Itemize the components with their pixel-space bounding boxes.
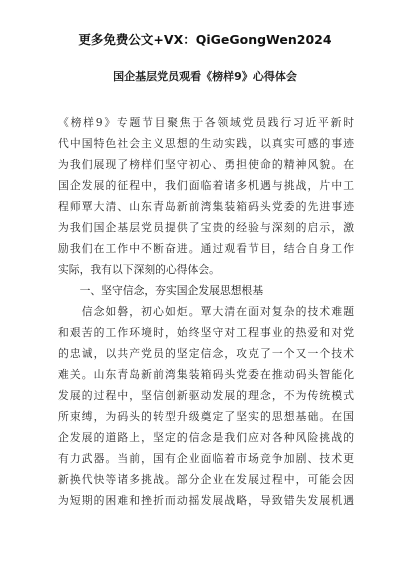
watermark-banner: 更多免费公文+VX：QiGeGongWen2024 xyxy=(78,32,332,47)
body-line: 《榜样9》专题节目聚焦于各领域党员践行习近平新时 xyxy=(58,116,354,129)
body-line: 发展的过程中，坚信创新驱动发展的理念，不为传统模式 xyxy=(58,389,354,402)
document-body xyxy=(58,112,354,511)
body-line: 新换代快等诸多挑战。部分企业在发展过程中，可能会因 xyxy=(58,473,354,486)
body-line: 实际，我有以下深刻的心得体会。 xyxy=(58,263,220,276)
body-line: 的忠诚，以共产党员的坚定信念，攻克了一个又一个技术 xyxy=(58,347,354,360)
body-line: 为我们国企基层党员提供了宝贵的经验与深刻的启示，激 xyxy=(58,221,354,234)
body-line: 所束缚，为码头的转型升级奠定了坚实的思想基础。在国 xyxy=(58,410,354,423)
document-title: 国企基层党员观看《榜样9》心得体会 xyxy=(113,70,297,83)
section-heading: 一、坚守信念，夯实国企发展思想根基 xyxy=(58,284,264,297)
body-line: 为我们展现了榜样们坚守初心、勇担使命的精神风貌。在 xyxy=(58,158,354,171)
body-line: 励我们在工作中不断奋进。通过观看节目，结合自身工作 xyxy=(58,242,354,255)
body-line: 信念如磐，初心如炬。覃大清在面对复杂的技术难题 xyxy=(58,305,354,318)
body-line: 国企发展的征程中，我们面临着诸多机遇与挑战，片中工 xyxy=(58,179,354,192)
body-line: 企发展的道路上，坚定的信念是我们应对各种风险挑战的 xyxy=(58,431,354,444)
body-line: 为短期的困难和挫折而动摇发展战略，导致错失发展机遇 xyxy=(58,494,354,507)
body-line: 和艰苦的工作环境时，始终坚守对工程事业的热爱和对党 xyxy=(58,326,354,339)
body-line: 程师覃大清、山东青岛新前湾集装箱码头党委的先进事迹 xyxy=(58,200,354,213)
body-line: 代中国特色社会主义思想的生动实践，以真实可感的事迹 xyxy=(58,137,354,150)
body-line: 难关。山东青岛新前湾集装箱码头党委在推动码头智能化 xyxy=(58,368,354,381)
body-line: 有力武器。当前，国有企业面临着市场竞争加剧、技术更 xyxy=(58,452,354,465)
